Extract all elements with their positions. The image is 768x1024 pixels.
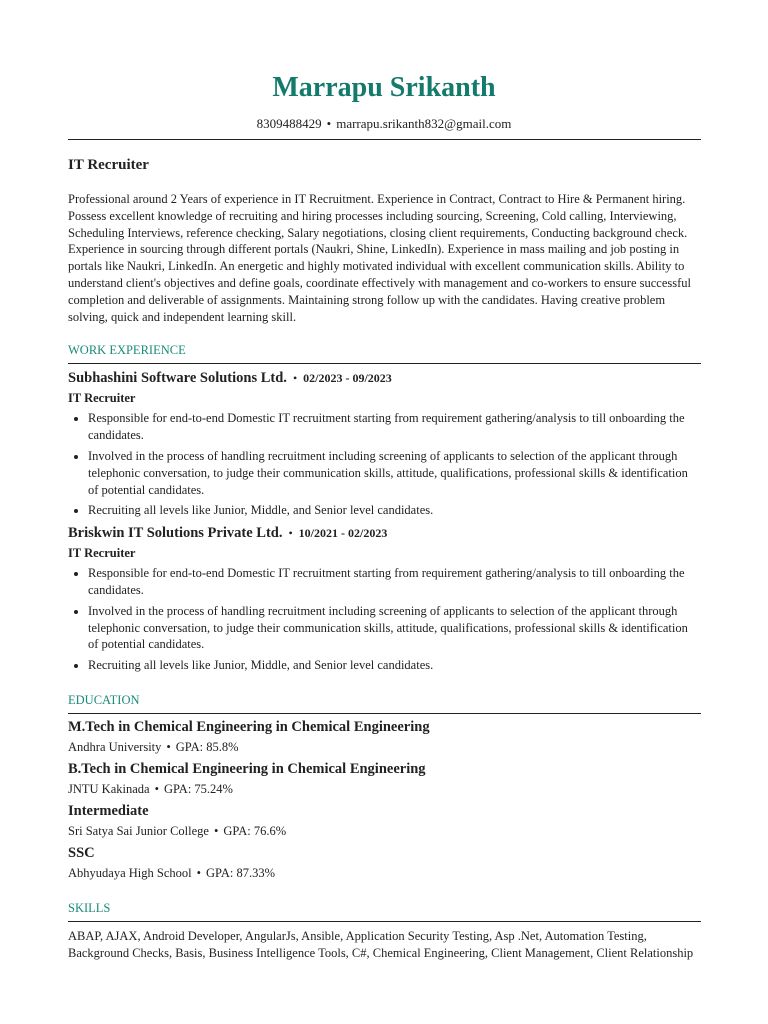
section-divider [68, 363, 701, 364]
bullet-separator: • [196, 865, 201, 880]
duty-item: • Recruiting all levels like Junior, Middle, and Senior level candidates. [88, 657, 701, 674]
duty-list [68, 410, 701, 519]
gpa-value: GPA: 76.6% [223, 823, 287, 838]
job-entry [68, 524, 701, 674]
education-entry [68, 844, 701, 882]
company-name: Subhashini Software Solutions Ltd. [68, 370, 287, 387]
skills-list: ABAP, AJAX, Android Developer, AngularJs, Ansible, Application Security Testing, Asp .Net, Automation Testing, Background Checks, Basis, Business Intelligence Tools, C#, Chemical Engineering, Client Management, Client Relationship [68, 928, 694, 960]
school-name: JNTU Kakinada [68, 781, 150, 796]
education-heading: EDUCATION [68, 692, 140, 707]
work-experience-section [68, 342, 701, 674]
job-dates: 10/2021 - 02/2023 [298, 526, 388, 541]
bullet-separator: • [292, 371, 298, 386]
degree-name: SSC [68, 844, 95, 861]
education-entry [68, 760, 701, 798]
gpa-value: GPA: 75.24% [163, 781, 233, 796]
section-divider [68, 921, 701, 922]
job-header [68, 524, 701, 543]
school-name: Abhyudaya High School [68, 865, 192, 880]
resume-header [0, 0, 768, 132]
degree-name: Intermediate [68, 802, 149, 819]
education-meta [68, 823, 701, 840]
candidate-name: Marrapu Srikanth [272, 72, 496, 103]
duty-item: • Responsible for end-to-end Domestic IT recruitment starting from requirement gathering/analysis to till onboarding the candidates. [88, 410, 701, 444]
skills-section [68, 900, 701, 962]
education-section [68, 692, 701, 882]
gpa-value: GPA: 87.33% [206, 865, 275, 880]
job-role: IT Recruiter [68, 391, 136, 406]
resume-body [68, 155, 701, 962]
duty-item: • Involved in the process of handling recruitment including screening of applicants to selection of the applicant through telephonic conversation, to judge their communication skills, attitude, qualifications, professional skills & identification of potential candidates. [88, 603, 701, 653]
duty-item: • Recruiting all levels like Junior, Middle, and Senior level candidates. [88, 502, 701, 519]
school-name: Sri Satya Sai Junior College [68, 823, 209, 838]
job-role: IT Recruiter [68, 546, 136, 561]
email-address: marrapu.srikanth832@gmail.com [336, 116, 512, 131]
contact-separator: • [326, 116, 332, 131]
bullet-separator: • [166, 739, 171, 754]
work-experience-heading: WORK EXPERIENCE [68, 343, 186, 358]
degree-name: B.Tech in Chemical Engineering in Chemical Engineering [68, 760, 426, 777]
bullet-separator: • [154, 781, 159, 796]
duty-item: • Involved in the process of handling recruitment including screening of applicants to selection of the applicant through telephonic conversation, to judge their communication skills, attitude, qualifications, professional skills & identification of potential candidates. [88, 448, 701, 498]
job-entry [68, 369, 701, 519]
professional-summary: Professional around 2 Years of experience in IT Recruitment. Experience in Contract, Contract to Hire & Permanent hiring. Possess excellent knowledge of recruiting and hiring processes including sourcing, Screening, Cold calling, Interviewing, Scheduling Interviews, reference checking, Salary negotiations, closing client requirements, Conducting background check. Experience in sourcing through different portals (Naukri, Shine, LinkedIn). Experience in mass mailing and job posting in portals like Naukri, LinkedIn. An energetic and highly motivated individual with excellent communication skills. Ability to understand client's objectives and define goals, coordinate effectively with management and co-workers to ensure successful completion and deliverable of assignments. Maintaining strong follow up with the candidates. Having creative problem solving, quick and independent learning skill. [68, 192, 691, 324]
job-header [68, 369, 701, 388]
section-divider [68, 713, 701, 714]
bullet-separator: • [288, 526, 293, 541]
education-meta [68, 865, 701, 882]
duty-item: • Responsible for end-to-end Domestic IT recruitment starting from requirement gathering/analysis to till onboarding the candidates. [88, 565, 701, 599]
contact-line [0, 116, 768, 132]
education-entry [68, 718, 701, 756]
education-entry [68, 802, 701, 840]
gpa-value: GPA: 85.8% [175, 739, 239, 754]
school-name: Andhra University [68, 739, 162, 754]
duty-list [68, 565, 701, 674]
job-title: IT Recruiter [68, 157, 149, 173]
skills-heading: SKILLS [68, 900, 111, 915]
education-meta [68, 739, 701, 756]
header-divider [68, 139, 701, 140]
phone-number: 8309488429 [256, 116, 322, 131]
company-name: Briskwin IT Solutions Private Ltd. [68, 525, 283, 542]
degree-name: M.Tech in Chemical Engineering in Chemical Engineering [68, 718, 430, 735]
bullet-separator: • [213, 823, 219, 838]
education-meta [68, 781, 701, 798]
job-dates: 02/2023 - 09/2023 [303, 371, 392, 386]
